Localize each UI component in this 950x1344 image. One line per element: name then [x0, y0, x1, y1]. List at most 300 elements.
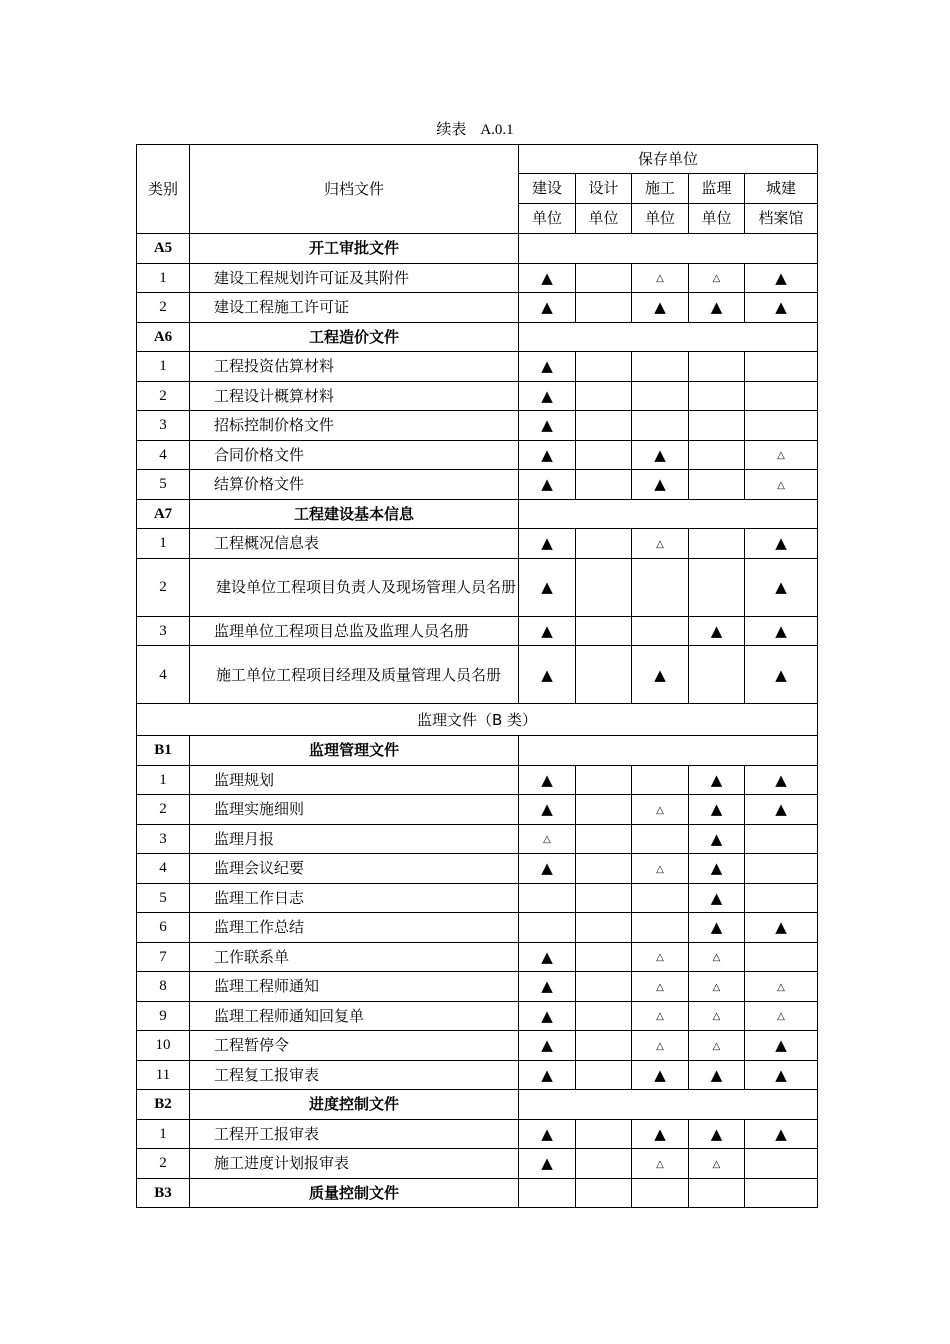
- empty-cell: [519, 1178, 576, 1208]
- section-code: A6: [137, 322, 190, 352]
- storage-mark-unit-1: [519, 765, 576, 795]
- document-title: 监理实施细则: [190, 795, 519, 825]
- empty-cell: [519, 736, 818, 766]
- storage-mark-unit-5: [745, 529, 818, 559]
- storage-mark-unit-1: [519, 972, 576, 1002]
- filled-triangle-icon: ▲: [775, 770, 787, 789]
- storage-mark-unit-1: [519, 616, 576, 646]
- filled-triangle-icon: ▲: [541, 534, 553, 553]
- filled-triangle-icon: ▲: [710, 800, 723, 819]
- storage-mark-unit-4: [689, 1060, 745, 1090]
- empty-cell: [519, 1090, 818, 1120]
- table-row: [137, 1001, 818, 1031]
- filled-triangle-icon: ▲: [541, 947, 553, 966]
- filled-triangle-icon: ▲: [541, 445, 553, 464]
- document-title: 工程复工报审表: [190, 1060, 519, 1090]
- open-triangle-icon: △: [656, 273, 664, 285]
- storage-mark-unit-3: [632, 616, 689, 646]
- header-unit-2b: 单位: [576, 204, 632, 234]
- section-code: A5: [137, 234, 190, 264]
- document-title: 施工单位工程项目经理及质量管理人员名册: [190, 646, 519, 704]
- filled-triangle-icon: ▲: [541, 416, 553, 435]
- empty-cell: [689, 1178, 745, 1208]
- open-triangle-icon: △: [777, 981, 785, 993]
- storage-mark-unit-2: [576, 529, 632, 559]
- header-storage-unit: 保存单位: [519, 145, 818, 174]
- document-title: 施工进度计划报审表: [190, 1149, 519, 1179]
- storage-mark-unit-2: [576, 558, 632, 616]
- storage-mark-unit-4: [689, 381, 745, 411]
- storage-mark-unit-1: [519, 854, 576, 884]
- header-unit-1b: 单位: [519, 204, 576, 234]
- section-title: 工程建设基本信息: [190, 499, 519, 529]
- row-number: 5: [137, 883, 190, 913]
- filled-triangle-icon: ▲: [710, 770, 723, 789]
- table-row: [137, 1119, 818, 1149]
- filled-triangle-icon: ▲: [541, 1065, 553, 1084]
- document-title: 工程设计概算材料: [190, 381, 519, 411]
- storage-mark-unit-5: [745, 616, 818, 646]
- filled-triangle-icon: ▲: [710, 888, 723, 907]
- document-title: 建设工程规划许可证及其附件: [190, 263, 519, 293]
- section-title: 开工审批文件: [190, 234, 519, 264]
- table-row: [137, 411, 818, 441]
- storage-mark-unit-2: [576, 1031, 632, 1061]
- storage-mark-unit-4: [689, 1001, 745, 1031]
- storage-mark-unit-2: [576, 470, 632, 500]
- open-triangle-icon: △: [712, 1011, 721, 1023]
- section-code: A7: [137, 499, 190, 529]
- storage-mark-unit-4: [689, 913, 745, 943]
- table-row: [137, 795, 818, 825]
- document-title: 结算价格文件: [190, 470, 519, 500]
- storage-mark-unit-1: [519, 942, 576, 972]
- table-row: [137, 381, 818, 411]
- storage-mark-unit-5: [745, 352, 818, 382]
- filled-triangle-icon: ▲: [654, 665, 666, 684]
- storage-mark-unit-3: [632, 293, 689, 323]
- row-number: 4: [137, 440, 190, 470]
- filled-triangle-icon: ▲: [710, 621, 723, 640]
- storage-mark-unit-3: [632, 263, 689, 293]
- storage-mark-unit-1: [519, 470, 576, 500]
- empty-cell: [632, 1178, 689, 1208]
- filled-triangle-icon: ▲: [775, 578, 787, 596]
- storage-mark-unit-4: [689, 765, 745, 795]
- caption-number: A.0.1: [480, 122, 514, 138]
- storage-mark-unit-2: [576, 646, 632, 704]
- row-number: 3: [137, 824, 190, 854]
- storage-mark-unit-4: [689, 646, 745, 704]
- header-unit-3b: 单位: [632, 204, 689, 234]
- storage-mark-unit-2: [576, 1149, 632, 1179]
- storage-mark-unit-3: [632, 529, 689, 559]
- row-number: 2: [137, 381, 190, 411]
- document-title: 工程开工报审表: [190, 1119, 519, 1149]
- filled-triangle-icon: ▲: [654, 298, 666, 317]
- row-number: 3: [137, 616, 190, 646]
- open-triangle-icon: △: [712, 1040, 721, 1052]
- storage-mark-unit-5: [745, 381, 818, 411]
- storage-mark-unit-3: [632, 1031, 689, 1061]
- document-title: 监理工作总结: [190, 913, 519, 943]
- storage-mark-unit-1: [519, 293, 576, 323]
- row-number: 11: [137, 1060, 190, 1090]
- document-title: 建设工程施工许可证: [190, 293, 519, 323]
- storage-mark-unit-3: [632, 1060, 689, 1090]
- section-title: 进度控制文件: [190, 1090, 519, 1120]
- document-title: 监理工程师通知: [190, 972, 519, 1002]
- open-triangle-icon: △: [543, 834, 551, 846]
- filled-triangle-icon: ▲: [541, 578, 553, 596]
- storage-mark-unit-5: [745, 263, 818, 293]
- storage-mark-unit-5: [745, 1001, 818, 1031]
- table-row: [137, 883, 818, 913]
- storage-mark-unit-1: [519, 1149, 576, 1179]
- storage-mark-unit-1: [519, 263, 576, 293]
- filled-triangle-icon: ▲: [541, 977, 553, 996]
- table-row: [137, 352, 818, 382]
- empty-cell: [519, 499, 818, 529]
- filled-triangle-icon: ▲: [541, 1154, 553, 1173]
- empty-cell: [745, 1178, 818, 1208]
- table-row: [137, 824, 818, 854]
- storage-mark-unit-3: [632, 470, 689, 500]
- filled-triangle-icon: ▲: [710, 918, 723, 937]
- table-row: [137, 854, 818, 884]
- filled-triangle-icon: ▲: [654, 1124, 666, 1143]
- table-row: [137, 913, 818, 943]
- filled-triangle-icon: ▲: [541, 800, 553, 819]
- storage-mark-unit-2: [576, 913, 632, 943]
- table-row: [137, 1060, 818, 1090]
- document-title: 建设单位工程项目负责人及现场管理人员名册: [190, 558, 519, 616]
- storage-mark-unit-1: [519, 558, 576, 616]
- storage-mark-unit-2: [576, 883, 632, 913]
- storage-mark-unit-5: [745, 824, 818, 854]
- storage-mark-unit-2: [576, 411, 632, 441]
- storage-mark-unit-3: [632, 440, 689, 470]
- filled-triangle-icon: ▲: [541, 268, 553, 287]
- open-triangle-icon: △: [656, 952, 664, 964]
- empty-cell: [576, 1178, 632, 1208]
- storage-mark-unit-5: [745, 1119, 818, 1149]
- storage-mark-unit-5: [745, 470, 818, 500]
- table-row: [137, 440, 818, 470]
- storage-mark-unit-1: [519, 883, 576, 913]
- filled-triangle-icon: ▲: [541, 1036, 553, 1055]
- storage-mark-unit-5: [745, 883, 818, 913]
- header-unit-5b: 档案馆: [745, 204, 818, 234]
- storage-mark-unit-1: [519, 1060, 576, 1090]
- storage-mark-unit-4: [689, 1031, 745, 1061]
- table-row: [137, 1031, 818, 1061]
- document-title: 监理会议纪要: [190, 854, 519, 884]
- storage-mark-unit-4: [689, 942, 745, 972]
- open-triangle-icon: △: [656, 1011, 664, 1023]
- empty-cell: [519, 234, 818, 264]
- storage-mark-unit-2: [576, 972, 632, 1002]
- caption-label: 续表: [436, 120, 467, 138]
- empty-cell: [519, 322, 818, 352]
- row-number: 1: [137, 263, 190, 293]
- row-number: 4: [137, 646, 190, 704]
- table-row: [137, 1149, 818, 1179]
- header-row: [137, 145, 818, 174]
- storage-mark-unit-5: [745, 646, 818, 704]
- storage-mark-unit-4: [689, 352, 745, 382]
- storage-mark-unit-5: [745, 942, 818, 972]
- row-number: 9: [137, 1001, 190, 1031]
- storage-mark-unit-1: [519, 440, 576, 470]
- row-number: 5: [137, 470, 190, 500]
- table-row: [137, 263, 818, 293]
- storage-mark-unit-5: [745, 795, 818, 825]
- storage-mark-unit-1: [519, 529, 576, 559]
- storage-mark-unit-4: [689, 1149, 745, 1179]
- storage-mark-unit-3: [632, 854, 689, 884]
- storage-mark-unit-2: [576, 263, 632, 293]
- document-title: 工作联系单: [190, 942, 519, 972]
- filled-triangle-icon: ▲: [710, 298, 723, 317]
- filled-triangle-icon: ▲: [710, 829, 723, 848]
- header-unit-3: 施工: [632, 174, 689, 204]
- table-row: [137, 616, 818, 646]
- document-title: 招标控制价格文件: [190, 411, 519, 441]
- storage-mark-unit-3: [632, 942, 689, 972]
- storage-mark-unit-4: [689, 263, 745, 293]
- storage-mark-unit-4: [689, 854, 745, 884]
- storage-mark-unit-2: [576, 352, 632, 382]
- filled-triangle-icon: ▲: [541, 357, 553, 376]
- storage-mark-unit-3: [632, 1001, 689, 1031]
- table-row: [137, 646, 818, 704]
- storage-mark-unit-1: [519, 411, 576, 441]
- filled-triangle-icon: ▲: [775, 1065, 787, 1084]
- filled-triangle-icon: ▲: [775, 918, 787, 937]
- storage-mark-unit-3: [632, 795, 689, 825]
- storage-mark-unit-3: [632, 972, 689, 1002]
- filled-triangle-icon: ▲: [710, 1065, 723, 1084]
- section-title: 质量控制文件: [190, 1178, 519, 1208]
- header-unit-1: 建设: [519, 174, 576, 204]
- storage-mark-unit-3: [632, 381, 689, 411]
- storage-mark-unit-2: [576, 1060, 632, 1090]
- storage-mark-unit-5: [745, 1149, 818, 1179]
- open-triangle-icon: △: [712, 1158, 721, 1170]
- document-title: 工程概况信息表: [190, 529, 519, 559]
- row-number: 2: [137, 1149, 190, 1179]
- row-number: 2: [137, 293, 190, 323]
- row-number: 1: [137, 352, 190, 382]
- storage-mark-unit-3: [632, 1119, 689, 1149]
- storage-mark-unit-3: [632, 558, 689, 616]
- open-triangle-icon: △: [656, 804, 664, 816]
- storage-mark-unit-3: [632, 352, 689, 382]
- storage-mark-unit-1: [519, 913, 576, 943]
- open-triangle-icon: △: [712, 981, 721, 993]
- section-row: [137, 1090, 818, 1120]
- filled-triangle-icon: ▲: [775, 534, 787, 553]
- section-row: [137, 736, 818, 766]
- storage-mark-unit-3: [632, 913, 689, 943]
- group-row: [137, 704, 818, 736]
- open-triangle-icon: △: [712, 273, 721, 285]
- storage-mark-unit-4: [689, 440, 745, 470]
- filled-triangle-icon: ▲: [541, 665, 553, 684]
- row-number: 1: [137, 765, 190, 795]
- header-unit-5: 城建: [745, 174, 818, 204]
- storage-mark-unit-5: [745, 293, 818, 323]
- filled-triangle-icon: ▲: [775, 268, 787, 287]
- open-triangle-icon: △: [656, 863, 664, 875]
- storage-mark-unit-2: [576, 440, 632, 470]
- document-title: 工程投资估算材料: [190, 352, 519, 382]
- storage-mark-unit-4: [689, 1119, 745, 1149]
- row-number: 8: [137, 972, 190, 1002]
- section-code: B2: [137, 1090, 190, 1120]
- storage-mark-unit-2: [576, 1119, 632, 1149]
- row-number: 1: [137, 1119, 190, 1149]
- open-triangle-icon: △: [656, 538, 664, 550]
- storage-mark-unit-4: [689, 411, 745, 441]
- storage-mark-unit-5: [745, 411, 818, 441]
- storage-mark-unit-5: [745, 1031, 818, 1061]
- filled-triangle-icon: ▲: [710, 1124, 723, 1143]
- storage-mark-unit-4: [689, 616, 745, 646]
- row-number: 6: [137, 913, 190, 943]
- storage-mark-unit-1: [519, 352, 576, 382]
- document-title: 合同价格文件: [190, 440, 519, 470]
- section-code: B3: [137, 1178, 190, 1208]
- storage-mark-unit-3: [632, 883, 689, 913]
- open-triangle-icon: △: [656, 1040, 664, 1052]
- table-row: [137, 470, 818, 500]
- storage-mark-unit-5: [745, 854, 818, 884]
- filled-triangle-icon: ▲: [541, 475, 553, 494]
- storage-mark-unit-2: [576, 1001, 632, 1031]
- filled-triangle-icon: ▲: [775, 621, 787, 640]
- header-unit-2: 设计: [576, 174, 632, 204]
- storage-mark-unit-5: [745, 913, 818, 943]
- header-unit-4b: 单位: [689, 204, 745, 234]
- filled-triangle-icon: ▲: [541, 1006, 553, 1025]
- storage-mark-unit-5: [745, 1060, 818, 1090]
- storage-mark-unit-1: [519, 1119, 576, 1149]
- storage-mark-unit-5: [745, 972, 818, 1002]
- storage-mark-unit-1: [519, 646, 576, 704]
- storage-mark-unit-5: [745, 440, 818, 470]
- storage-mark-unit-4: [689, 529, 745, 559]
- storage-mark-unit-3: [632, 824, 689, 854]
- storage-mark-unit-2: [576, 854, 632, 884]
- row-number: 7: [137, 942, 190, 972]
- open-triangle-icon: △: [777, 450, 785, 462]
- storage-mark-unit-1: [519, 381, 576, 411]
- header-unit-4: 监理: [689, 174, 745, 204]
- filled-triangle-icon: ▲: [541, 298, 553, 317]
- filled-triangle-icon: ▲: [541, 621, 553, 640]
- table-caption: [0, 118, 950, 139]
- section-row: [137, 322, 818, 352]
- storage-mark-unit-4: [689, 972, 745, 1002]
- open-triangle-icon: △: [777, 1011, 785, 1023]
- row-number: 1: [137, 529, 190, 559]
- section-row: [137, 1178, 818, 1208]
- section-code: B1: [137, 736, 190, 766]
- table-row: [137, 529, 818, 559]
- storage-mark-unit-3: [632, 1149, 689, 1179]
- storage-mark-unit-5: [745, 765, 818, 795]
- storage-mark-unit-1: [519, 1001, 576, 1031]
- open-triangle-icon: △: [656, 981, 664, 993]
- storage-mark-unit-2: [576, 942, 632, 972]
- document-title: 监理单位工程项目总监及监理人员名册: [190, 616, 519, 646]
- storage-mark-unit-2: [576, 824, 632, 854]
- filled-triangle-icon: ▲: [710, 859, 723, 878]
- document-title: 监理工程师通知回复单: [190, 1001, 519, 1031]
- storage-mark-unit-2: [576, 616, 632, 646]
- table-row: [137, 558, 818, 616]
- filled-triangle-icon: ▲: [654, 445, 666, 464]
- row-number: 10: [137, 1031, 190, 1061]
- filled-triangle-icon: ▲: [654, 1065, 666, 1084]
- storage-mark-unit-2: [576, 381, 632, 411]
- filled-triangle-icon: ▲: [654, 475, 666, 494]
- archive-table: [136, 144, 818, 1208]
- table-row: [137, 765, 818, 795]
- storage-mark-unit-3: [632, 411, 689, 441]
- filled-triangle-icon: ▲: [775, 665, 787, 684]
- document-title: 监理工作日志: [190, 883, 519, 913]
- filled-triangle-icon: ▲: [775, 800, 787, 819]
- storage-mark-unit-2: [576, 795, 632, 825]
- storage-mark-unit-3: [632, 646, 689, 704]
- row-number: 4: [137, 854, 190, 884]
- storage-mark-unit-1: [519, 824, 576, 854]
- filled-triangle-icon: ▲: [541, 1124, 553, 1143]
- table-body: [137, 145, 818, 1208]
- group-title: 监理文件（B 类）: [137, 704, 818, 736]
- header-document: 归档文件: [190, 145, 519, 234]
- storage-mark-unit-1: [519, 1031, 576, 1061]
- section-title: 工程造价文件: [190, 322, 519, 352]
- open-triangle-icon: △: [656, 1158, 664, 1170]
- filled-triangle-icon: ▲: [775, 298, 787, 317]
- storage-mark-unit-3: [632, 765, 689, 795]
- filled-triangle-icon: ▲: [541, 770, 553, 789]
- section-row: [137, 499, 818, 529]
- storage-mark-unit-4: [689, 558, 745, 616]
- storage-mark-unit-4: [689, 293, 745, 323]
- row-number: 2: [137, 558, 190, 616]
- section-row: [137, 234, 818, 264]
- table-row: [137, 293, 818, 323]
- storage-mark-unit-4: [689, 883, 745, 913]
- document-title: 工程暂停令: [190, 1031, 519, 1061]
- open-triangle-icon: △: [712, 952, 721, 964]
- row-number: 2: [137, 795, 190, 825]
- storage-mark-unit-4: [689, 824, 745, 854]
- storage-mark-unit-5: [745, 558, 818, 616]
- header-category: 类别: [137, 145, 190, 234]
- storage-mark-unit-4: [689, 470, 745, 500]
- open-triangle-icon: △: [777, 479, 785, 491]
- table-row: [137, 942, 818, 972]
- storage-mark-unit-2: [576, 765, 632, 795]
- filled-triangle-icon: ▲: [775, 1036, 787, 1055]
- filled-triangle-icon: ▲: [541, 859, 553, 878]
